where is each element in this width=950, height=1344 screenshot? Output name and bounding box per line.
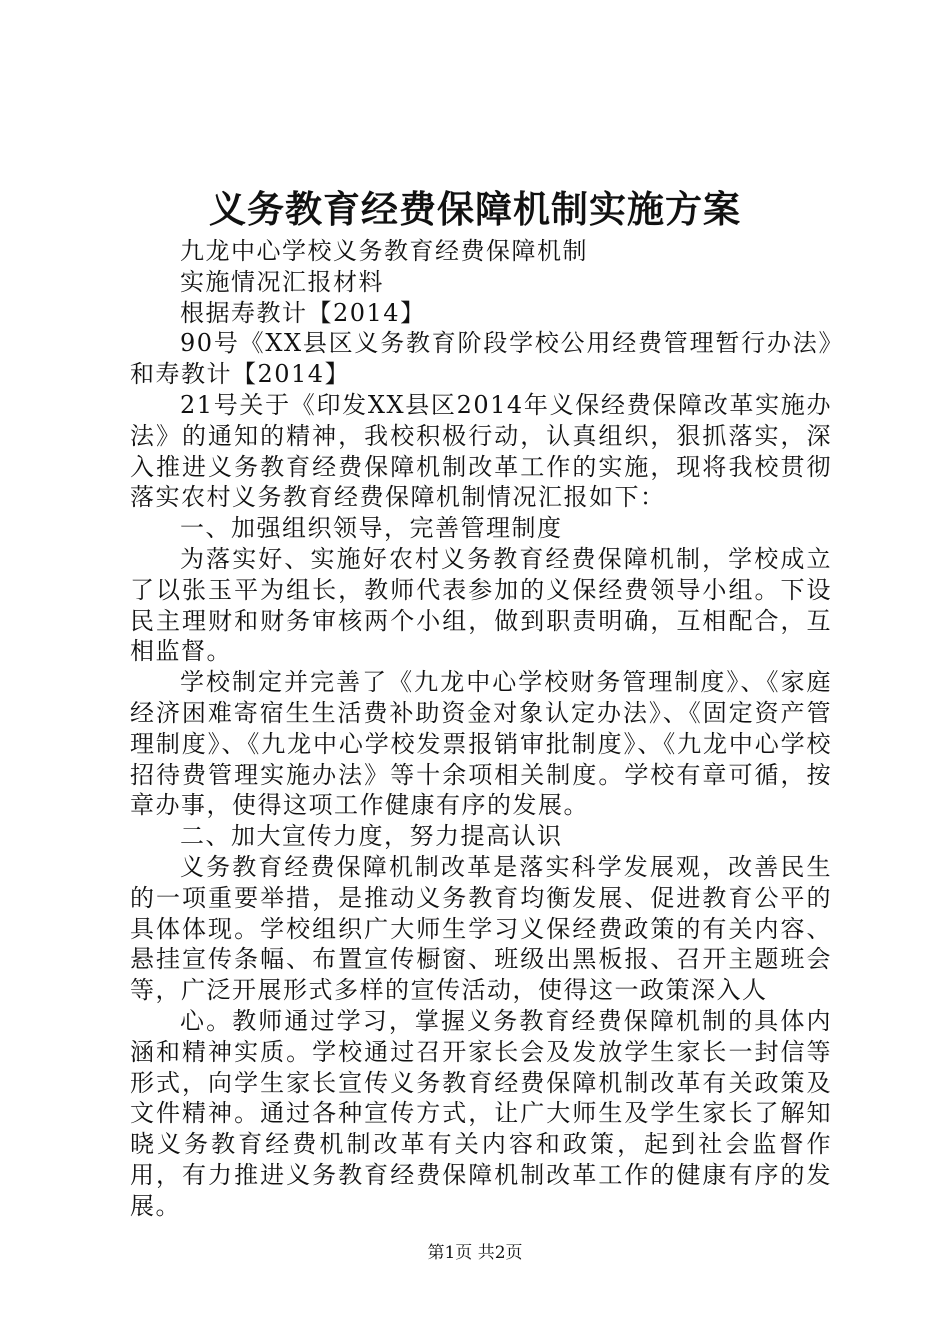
document-body: [130, 236, 832, 1222]
page-footer: 第1页 共2页: [427, 1243, 523, 1263]
body-paragraph: 义务教育经费保障机制改革是落实科学发展观，改善民生的一项重要举措，是推动义务教育均衡发展、促进教育公平的具体体现。学校组织广大师生学习义保经费政策的有关内容、悬挂宣传条幅、布置宣传橱窗、班级出黑板报、召开主题班会等，广泛开展形式多样的宣传活动，使得这一政策深入人: [130, 852, 832, 1005]
document-title: 义务教育经费保障机制实施方案: [209, 187, 741, 231]
section-heading: 一、加强组织领导，完善管理制度: [180, 514, 563, 543]
body-paragraph: 90号《XX县区义务教育阶段学校公用经费管理暂行办法》和寿教计【2014】: [130, 329, 832, 389]
body-paragraph: 实施情况汇报材料: [180, 267, 384, 296]
body-paragraph: 为落实好、实施好农村义务教育经费保障机制，学校成立了以张玉平为组长，教师代表参加的义保经费领导小组。下设民主理财和财务审核两个小组，做到职责明确，互相配合，互相监督。: [130, 544, 832, 666]
body-paragraph: 九龙中心学校义务教育经费保障机制: [180, 237, 588, 265]
body-paragraph: 心。教师通过学习，掌握义务教育经费保障机制的具体内涵和精神实质。学校通过召开家长会及发放学生家长一封信等形式，向学生家长宣传义务教育经费保障机制改革有关政策及文件精神。通过各种宣传方式，让广大师生及学生家长了解知晓义务教育经费机制改革有关内容和政策，起到社会监督作用，有力推进义务教育经费保障机制改革工作的健康有序的发展。: [130, 1006, 832, 1220]
section-heading: 二、加大宣传力度，努力提高认识: [180, 822, 563, 851]
body-paragraph: 21号关于《印发XX县区2014年义保经费保障改革实施办法》的通知的精神，我校积极行动，认真组织，狠抓落实，深入推进义务教育经费保障机制改革工作的实施，现将我校贯彻落实农村义务教育经费保障机制情况汇报如下：: [130, 390, 832, 512]
body-paragraph: 学校制定并完善了《九龙中心学校财务管理制度》、《家庭经济困难寄宿生生活费补助资金对象认定办法》、《固定资产管理制度》、《九龙中心学校发票报销审批制度》、《九龙中心学校招待费管理实施办法》等十余项相关制度。学校有章可循，按章办事，使得这项工作健康有序的发展。: [130, 668, 832, 820]
body-paragraph: 根据寿教计【2014】: [180, 298, 426, 327]
